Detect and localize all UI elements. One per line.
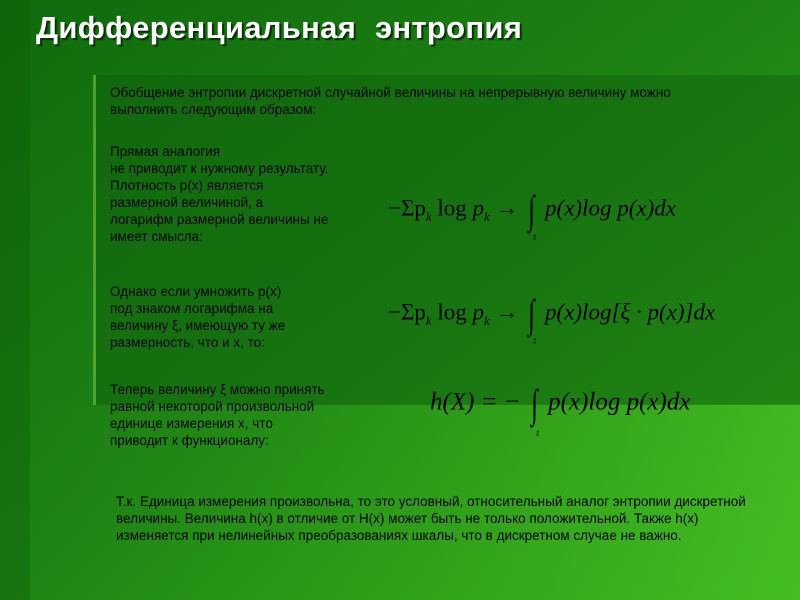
functional-text: Теперь величину ξ можно принять равной некоторой произвольной единице измерения x, что приводит к функционалу: (110, 382, 325, 448)
multiply-xi-text: Однако если умножить p(x) под знаком логарифма на величину ξ, имеющую ту же размерность, что и x, то: (110, 284, 286, 350)
direct-analogy-text: Прямая аналогия не приводит к нужному результату. Плотность p(x) является размерной величиной, а логарифм размерной величины не имеет смысла: (110, 144, 329, 244)
formula-with-xi: $-\Sigma p_k$ $\log p_k$ → ∫ x p(x)log[ξ · p(x)]dx (388, 291, 716, 347)
formula-direct-analogy: $-\Sigma p_k$ $\log p_k$ → ∫ x p(x)log p(x)dx (388, 187, 676, 243)
conclusion-note: Т.к. Единица измерения произвольна, то это условный, относительный аналог энтропии дискретной величины. Величина h(x) в отличие от H(x) может быть не только положительной. Также h(x) изменяется при нелинейных преобразованиях шкалы, что в дискретном случае не важно. (116, 494, 746, 543)
slide-title: Дифференциальная энтропия (36, 10, 523, 45)
intro-paragraph: Обобщение энтропии дискретной случайной величины на непрерывную величину можно выполнить следующим образом: (110, 85, 671, 117)
formula-differential-entropy: h(X) = − ∫ x p(x)log p(x)dx (430, 381, 691, 439)
